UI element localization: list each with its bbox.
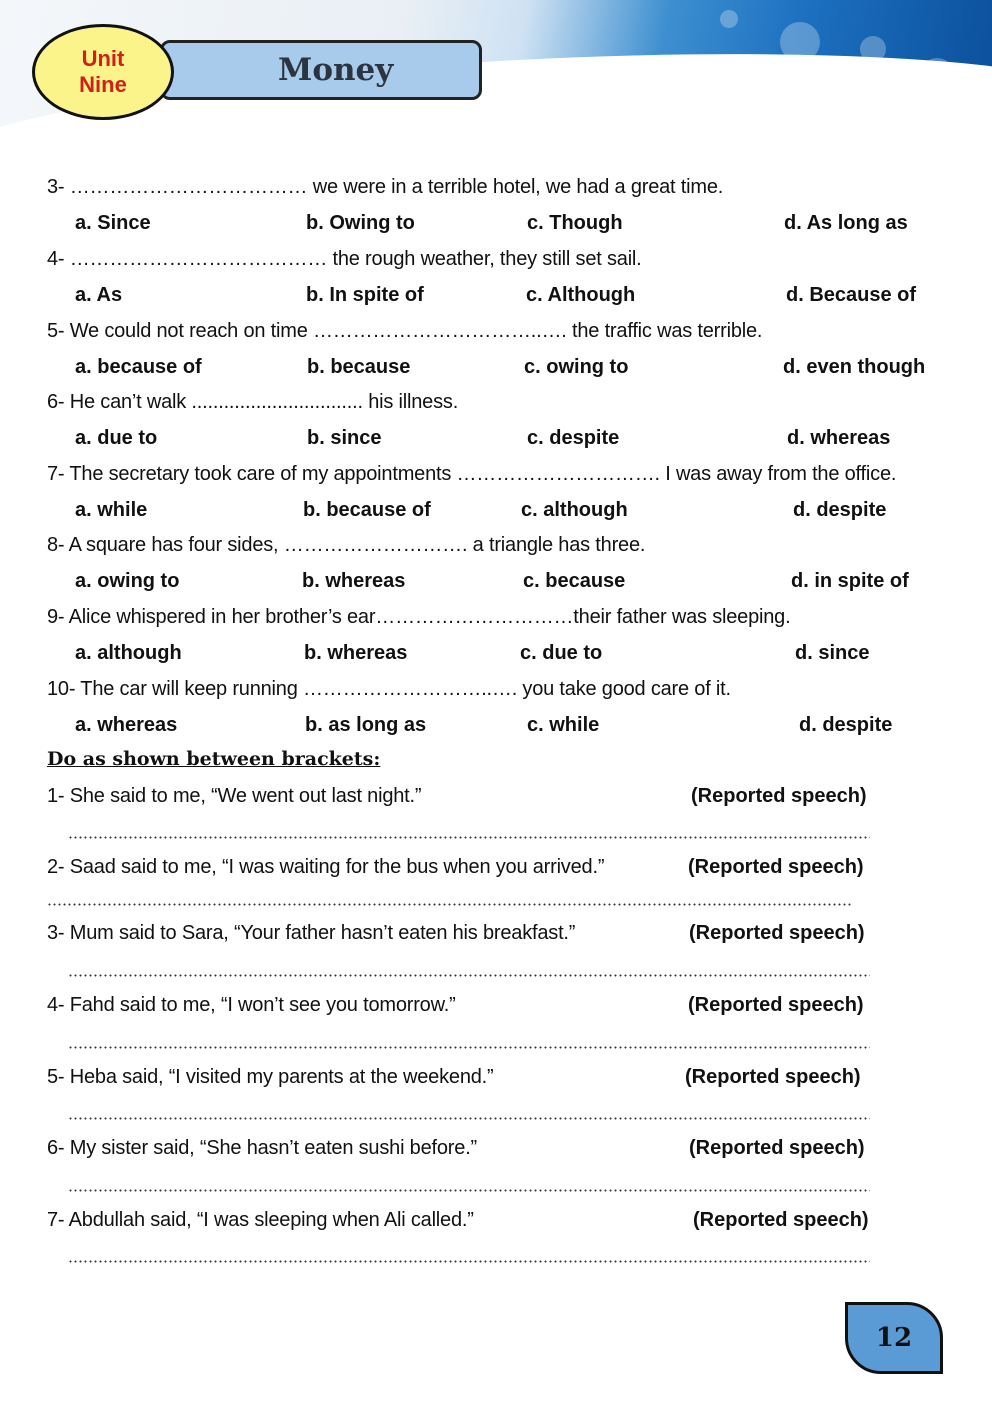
option-d[interactable]: d. As long as: [784, 212, 908, 234]
option-a[interactable]: a. due to: [75, 427, 158, 449]
section-heading: Do as shown between brackets:: [47, 748, 381, 770]
transform-sentence: 7- Abdullah said, “I was sleeping when Ali called.”: [47, 1209, 474, 1231]
answer-line[interactable]: [68, 974, 870, 977]
question-stem: 5- We could not reach on time ……………………………..…. the traffic was terrible.: [47, 320, 763, 342]
unit-title: Money: [278, 52, 394, 88]
option-d[interactable]: d. even though: [783, 356, 926, 378]
transform-sentence: 2- Saad said to me, “I was waiting for the bus when you arrived.”: [47, 856, 605, 878]
question-stem: 8- A square has four sides, ………………………. a triangle has three.: [47, 534, 646, 556]
answer-line[interactable]: [68, 836, 870, 839]
option-a[interactable]: a. owing to: [75, 570, 180, 592]
instruction-tag: (Reported speech): [693, 1209, 869, 1231]
option-a[interactable]: a. whereas: [75, 714, 178, 736]
question-stem: 4- ………………………………… the rough weather, they still set sail.: [47, 248, 642, 270]
option-b[interactable]: b. whereas: [304, 642, 408, 664]
transform-sentence: 6- My sister said, “She hasn’t eaten sushi before.”: [47, 1137, 478, 1159]
question-stem: 7- The secretary took care of my appointments …………………………. I was away from the office.: [47, 463, 897, 485]
instruction-tag: (Reported speech): [689, 922, 865, 944]
banner-bokeh: [920, 58, 954, 92]
banner-bokeh: [720, 10, 738, 28]
unit-title-box: [160, 40, 482, 100]
option-a[interactable]: a. As: [75, 284, 123, 306]
transform-sentence: 1- She said to me, “We went out last night.”: [47, 785, 422, 807]
option-d[interactable]: d. since: [795, 642, 870, 664]
question-stem: 3- ……………………………… we were in a terrible hotel, we had a great time.: [47, 176, 724, 198]
banner-bokeh: [780, 22, 820, 62]
instruction-tag: (Reported speech): [685, 1066, 861, 1088]
answer-line[interactable]: [47, 903, 852, 906]
option-a[interactable]: a. although: [75, 642, 182, 664]
option-b[interactable]: b. as long as: [305, 714, 427, 736]
instruction-tag: (Reported speech): [691, 785, 867, 807]
option-d[interactable]: d. despite: [799, 714, 893, 736]
answer-line[interactable]: [68, 1189, 870, 1192]
option-b[interactable]: b. Owing to: [306, 212, 415, 234]
option-c[interactable]: c. Though: [527, 212, 623, 234]
option-c[interactable]: c. despite: [527, 427, 620, 449]
option-d[interactable]: d. despite: [793, 499, 887, 521]
option-c[interactable]: c. because: [523, 570, 626, 592]
option-c[interactable]: c. owing to: [524, 356, 629, 378]
option-a[interactable]: a. because of: [75, 356, 202, 378]
option-a[interactable]: a. Since: [75, 212, 151, 234]
instruction-tag: (Reported speech): [689, 1137, 865, 1159]
instruction-tag: (Reported speech): [688, 994, 864, 1016]
option-d[interactable]: d. whereas: [787, 427, 891, 449]
page-number-badge: [845, 1302, 943, 1374]
option-b[interactable]: b. because of: [303, 499, 431, 521]
unit-label: Unit: [81, 46, 125, 71]
option-b[interactable]: b. whereas: [302, 570, 406, 592]
answer-line[interactable]: [68, 1046, 870, 1049]
unit-number: Nine: [79, 72, 127, 97]
option-c[interactable]: c. Although: [526, 284, 636, 306]
answer-line[interactable]: [68, 1260, 870, 1263]
transform-sentence: 4- Fahd said to me, “I won’t see you tomorrow.”: [47, 994, 456, 1016]
option-b[interactable]: b. because: [307, 356, 411, 378]
question-stem: 6- He can’t walk ................................ his illness.: [47, 391, 459, 413]
option-c[interactable]: c. while: [527, 714, 600, 736]
option-b[interactable]: b. since: [307, 427, 382, 449]
option-b[interactable]: b. In spite of: [306, 284, 424, 306]
option-d[interactable]: d. Because of: [786, 284, 917, 306]
banner-bokeh: [860, 36, 886, 62]
transform-sentence: 3- Mum said to Sara, “Your father hasn’t eaten his breakfast.”: [47, 922, 576, 944]
option-a[interactable]: a. while: [75, 499, 148, 521]
transform-sentence: 5- Heba said, “I visited my parents at the weekend.”: [47, 1066, 494, 1088]
page-number: 12: [875, 1323, 913, 1353]
question-stem: 10- The car will keep running ………………………..…. you take good care of it.: [47, 678, 731, 700]
option-d[interactable]: d. in spite of: [791, 570, 909, 592]
answer-line[interactable]: [68, 1117, 870, 1120]
instruction-tag: (Reported speech): [688, 856, 864, 878]
unit-badge: [32, 24, 174, 120]
option-c[interactable]: c. although: [521, 499, 628, 521]
option-c[interactable]: c. due to: [520, 642, 603, 664]
question-stem: 9- Alice whispered in her brother’s ear…………………………their father was sleeping.: [47, 606, 791, 628]
